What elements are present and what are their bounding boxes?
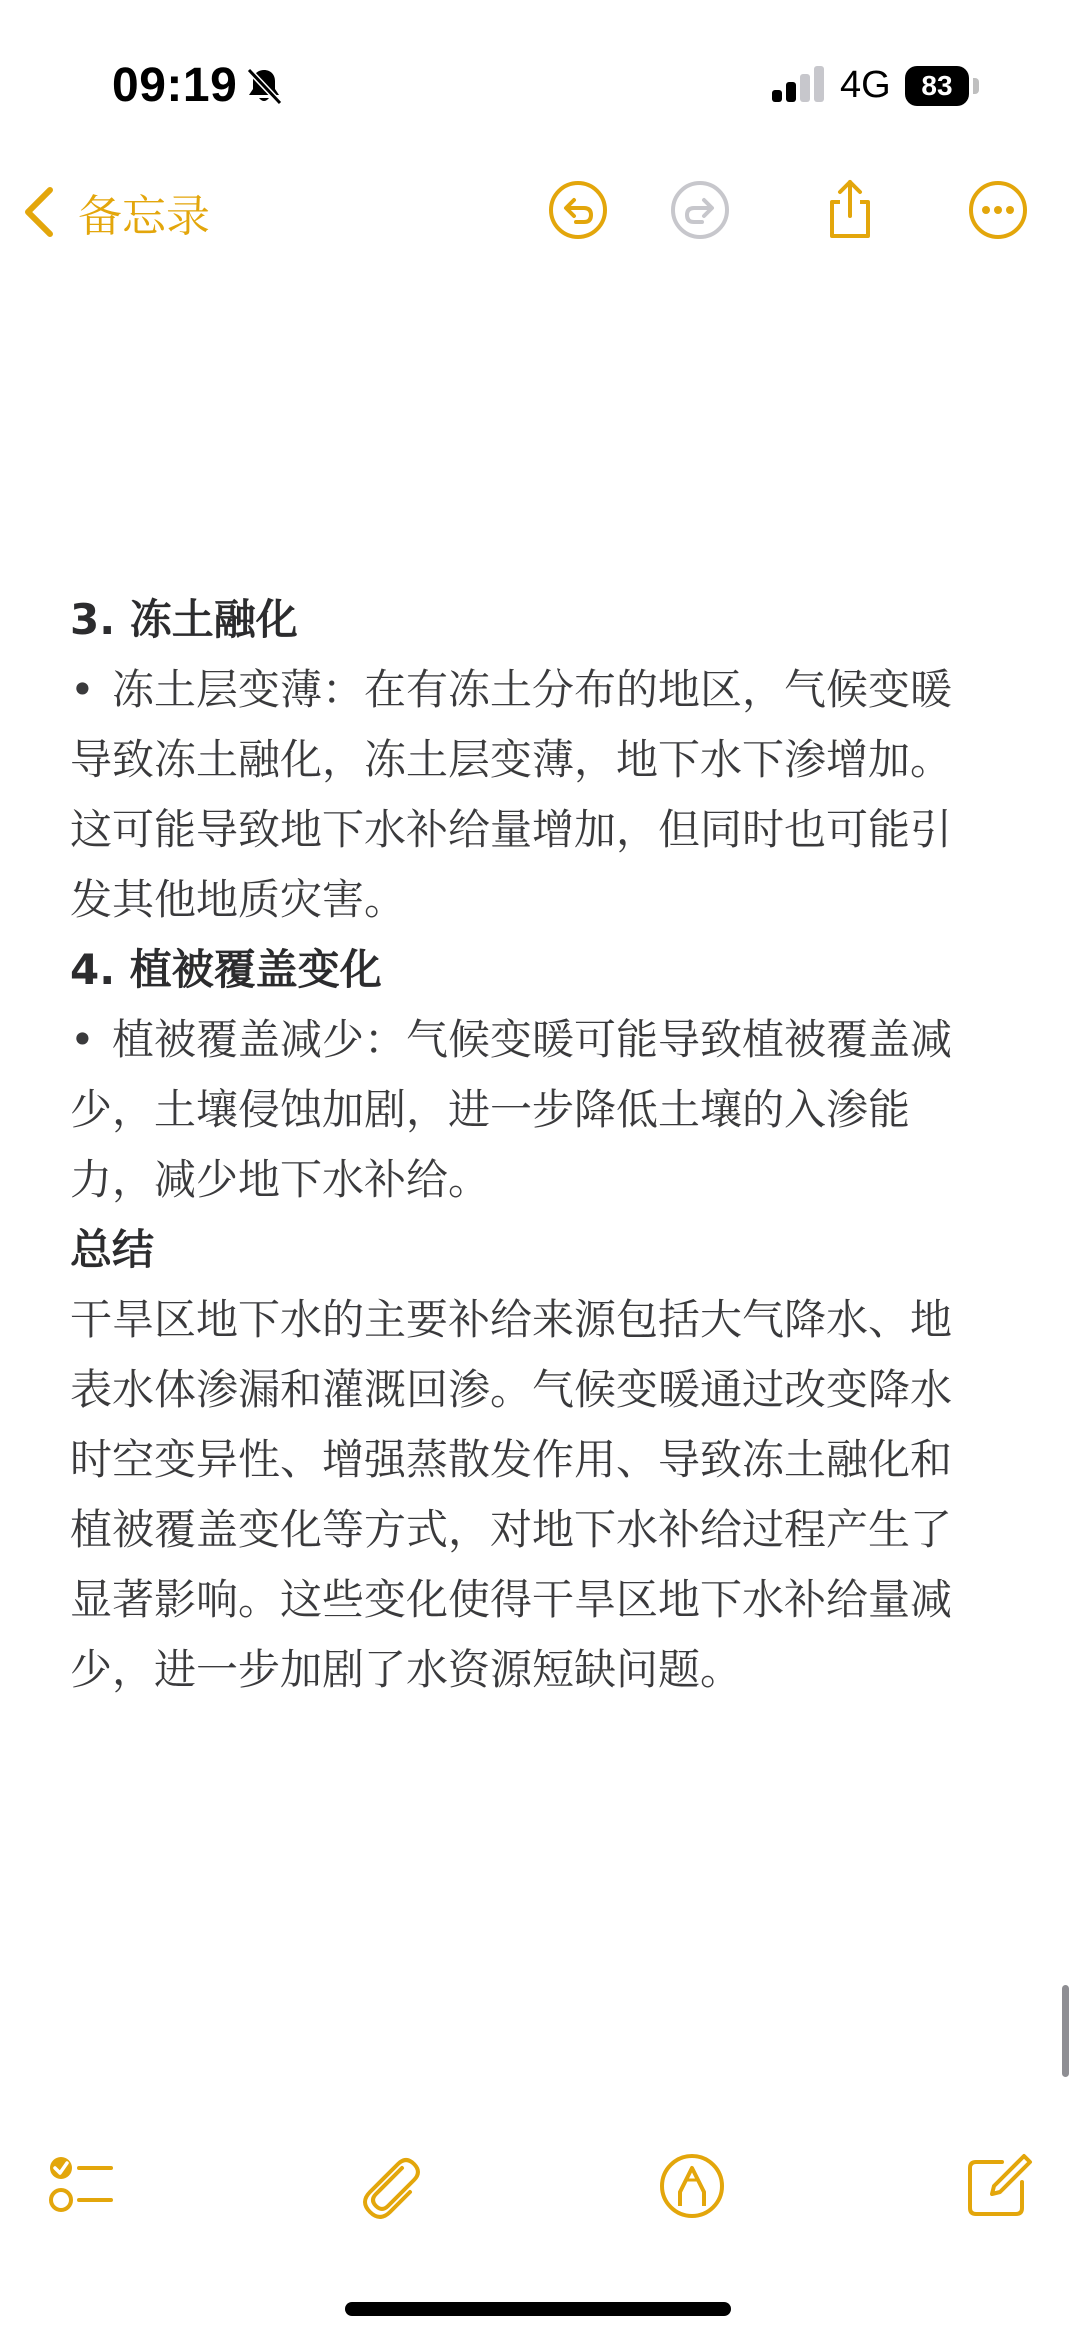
bottom-toolbar bbox=[0, 2150, 1080, 2260]
bullet-paragraph bbox=[70, 1005, 980, 1215]
bullet-paragraph bbox=[70, 655, 980, 935]
compose-icon[interactable] bbox=[962, 2150, 1034, 2222]
back-button[interactable] bbox=[18, 180, 210, 244]
scroll-indicator[interactable] bbox=[1062, 1985, 1069, 2077]
paperclip-icon[interactable] bbox=[354, 2150, 426, 2222]
home-indicator[interactable] bbox=[345, 2302, 731, 2316]
chevron-left-icon bbox=[18, 184, 60, 240]
redo-icon[interactable] bbox=[668, 178, 732, 242]
battery-level: 83 bbox=[905, 66, 969, 106]
summary-heading: 总结 bbox=[70, 1225, 155, 1274]
status-time: 09:19 bbox=[112, 59, 238, 112]
markup-pen-icon[interactable] bbox=[656, 2150, 728, 2222]
status-bar bbox=[0, 0, 1080, 170]
undo-icon[interactable] bbox=[546, 178, 610, 242]
battery-indicator bbox=[905, 66, 983, 106]
bullet-text: 植被覆盖减少：气候变暖可能导致植被覆盖减少，土壤侵蚀加剧，进一步降低土壤的入渗能力，减少地下水补给。 bbox=[70, 1015, 953, 1204]
back-label: 备忘录 bbox=[78, 191, 210, 242]
bullet-text: 冻土层变薄：在有冻土分布的地区，气候变暖导致冻土融化，冻土层变薄，地下水下渗增加。这可能导致地下水补给量增加，但同时也可能引发其他地质灾害。 bbox=[70, 665, 953, 924]
summary-paragraph: 干旱区地下水的主要补给来源包括大气降水、地表水体渗漏和灌溉回渗。气候变暖通过改变降水时空变异性、增强蒸散发作用、导致冻土融化和植被覆盖变化等方式，对地下水补给过程产生了显著影响。这些变化使得干旱区地下水补给量减少，进一步加剧了水资源短缺问题。 bbox=[70, 1295, 953, 1694]
navigation-bar bbox=[0, 160, 1080, 260]
battery-tip bbox=[973, 78, 979, 94]
bell-slash-icon bbox=[244, 66, 284, 106]
signal-strength-icon bbox=[770, 66, 828, 106]
section-heading: 3. 冻土融化 bbox=[70, 595, 298, 644]
more-icon[interactable] bbox=[966, 178, 1030, 242]
bullet-mark: • bbox=[70, 665, 95, 714]
share-icon[interactable] bbox=[818, 178, 882, 242]
note-body[interactable] bbox=[70, 585, 980, 1705]
network-type: 4G bbox=[840, 64, 891, 106]
section-heading: 4. 植被覆盖变化 bbox=[70, 945, 382, 994]
checklist-icon[interactable] bbox=[45, 2150, 117, 2222]
bullet-mark: • bbox=[70, 1015, 95, 1064]
